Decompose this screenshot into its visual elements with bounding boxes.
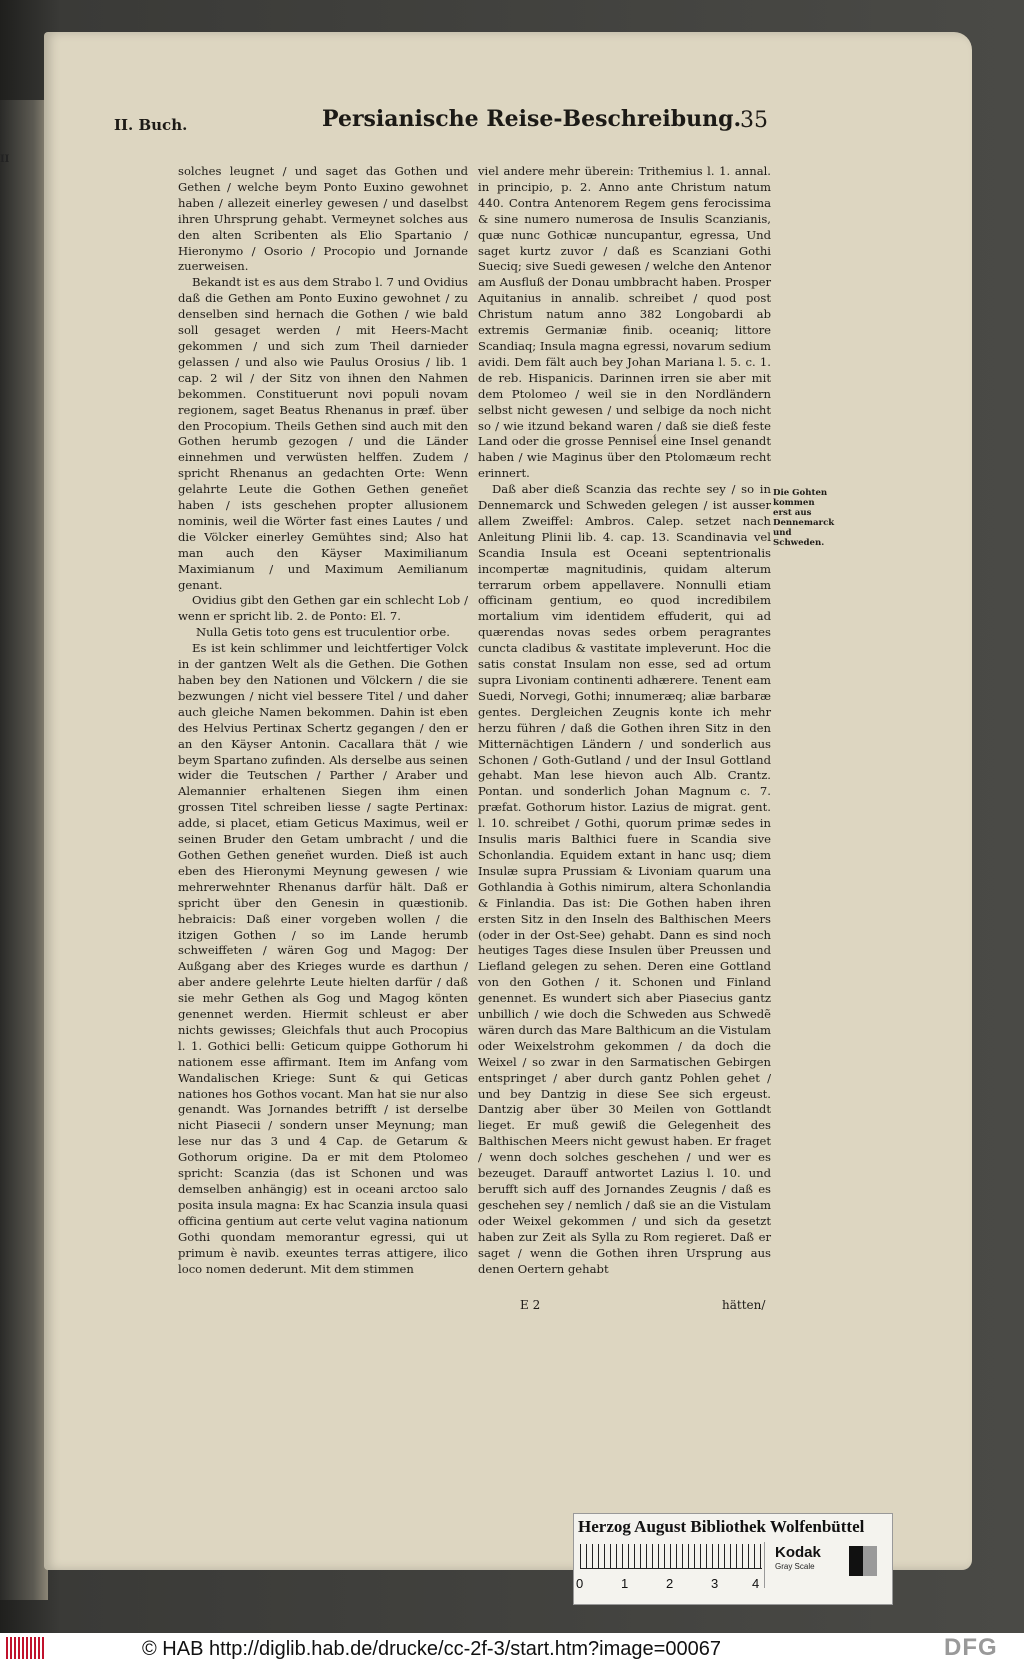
color-scale-card <box>573 1513 893 1605</box>
ruler-number: 2 <box>666 1576 674 1591</box>
grey-swatch <box>863 1546 877 1576</box>
ruler-number: 4 <box>752 1576 760 1591</box>
margin-note: Die Gohten kommen erst aus Dennemarck und Schweden. <box>773 488 835 548</box>
dfg-logo: DFG <box>944 1634 998 1661</box>
left-page-edge <box>0 100 48 1600</box>
ruler-scale <box>580 1544 762 1569</box>
kodak-brand: Kodak <box>775 1544 821 1561</box>
gray-scale-label: Gray Scale <box>775 1562 815 1571</box>
paragraph: Daß aber dieß Scanzia das rechte sey / so in Dennemarck und Schweden gelegen / ist ausser allem Zweiffel: Ambros. Calep. setzet nach Anleitung Plinii lib. 4. cap. 13. Scandinavia vel Scandia Insula est Oceani septentrionalis incompertæ magnitudinis, quidam alterum terrarum orbem appellavere. Nonnulli etiam officinam gentium, eo quod incredibilem mortalium vim identidem effuderit, qui ad quærendas novas sedes orbem peragrantes cuncta cladibus & vastitate impleverunt. Hoc die satis constat Insulam non esse, sed ad ortum supra Livoniam continenti adhærere. Tenent eam Suedi, Norvegi, Gothi; innumeræq; aliæ barbaræ gentes. Dergleichen Zeugnis konte ich mehr herzu führen / daß die Gothen ihren Sitz in den Mitternächtigen Ländern / und sonderlich aus Schonen / Goth-Gutland / und der Insul Gottland gehabt. Man lese hievon auch Alb. Crantz. Pontan. und sonderlich Johan Magnum c. 7. præfat. Gothorum histor. Lazius de migrat. gent. l. 10. schreibet / Gothi, quorum primæ sedes in Insulis maris Balthici fuere in Scandia sive Schonlandia. Equidem extant in hanc usq; diem Insulæ supra Prussiam & Livoniam quarum una Gothlandia à Gothis nimirum, altera Schonlandia & Finlandia. Das ist: Die Gothen haben ihren ersten Sitz in den Inseln des Balthischen Meers (oder in der Ost-See) gehabt. Dann es sind noch heutiges Tages diese Insulen über Preussen und Liefland gelegen zu sehen. Deren eine Gottland von den Gothen / it. Schonen und Finland genennet. Es wundert sich aber Piasecius gantz unbillich / wie doch die Schweden aus Schwedẽ wären durch das Mare Balthicum an die Vistulam oder Weixelstrohm gekommen / da doch die Weixel / so zwar in den Sarmatischen Gebirgen entspringet / aber durch gantz Pohlen gehet / und bey Dantzig in diese See sich ergeust. Dantzig aber über 30 Meilen von Gottlandt lieget. Er muß gewiß die Gelegenheit des Balthischen Meers nicht gewust haben. Er fraget / wenn doch solches geschehen / und wer es bezeuget. Darauff antwortet Lazius l. 10. und berufft sich auff des Jornandes Zeugnis / daß es geschehen sey / nemlich / daß sie an die Vistulam oder Weixel gekommen / und sich da gesetzt haben zur Zeit als Sylla zu Rom regieret. Daß er saget / wenn die Gothen ihren Ursprung aus denen Oertern gehabt <box>478 482 771 1276</box>
hab-logo-icon <box>6 1637 46 1659</box>
footer-bar <box>0 1633 1024 1663</box>
left-text-column <box>178 164 468 1277</box>
paragraph: Bekandt ist es aus dem Strabo l. 7 und Ovidius daß die Gethen am Ponto Euxino gewohnet / zu denselben sind hernach die Gothen / wie bald soll gesaget werden / mit Heers-Macht gekommen / und sich zum Theil darnieder gelassen / und also wie Paulus Orosius / lib. 1 cap. 2 wil / der Sitz von ihnen den Nahmen bekommen. Constituerunt novi populi novam regionem, saget Beatus Rhenanus in præf. über den Procopium. Theils Gethen sind auch mit den Gothen herumb gezogen / und die Länder einnehmen und verwüsten helffen. Zudem / spricht Rhenanus an gedachten Orte: Wenn gelahrte Leute die Gothen Gethen geneñet haben / ists geschehen propter allusionem nominis, weil die Wörter fast eines Lautes / und die Völcker einerley Gemühtes sind; Also hat man auch den Käyser Maximilianum Maximianum / und Maximum Aemilianum genant. <box>178 275 468 592</box>
spine-fragment: II <box>0 154 10 165</box>
right-text-column <box>478 164 771 1277</box>
footer-url[interactable]: © HAB http://diglib.hab.de/drucke/cc-2f-3/start.htm?image=00067 <box>142 1638 721 1660</box>
ruler-number: 1 <box>621 1576 629 1591</box>
paragraph: Es ist kein schlimmer und leichtfertiger Volck in der gantzen Welt als die Gethen. Die Gothen haben bey den Nationen und Völckern / die sie bezwungen / nicht viel bessere Titel / und daher auch gleiche Namen bekommen. Dahin ist eben des Helvius Pertinax Schertz gegangen / den er an den Käyser Antonin. Cacallara thät / wie beym Spartano zufinden. Als derselbe aus seinen wider die Teutschen / Parther / Araber und Alemannier erhaltenen Siegen ihm einen grossen Titel schreiben liesse / sagte Pertinax: adde, si placet, etiam Geticus Maximus, weil er seinen Bruder den Getam umbracht / und die Gothen Gethen geneñet wurden. Dieß ist auch eben des Hieronymi Meynung gewesen / wie mehrerwehnter Rhenanus darfür hält. Daß er spricht über den Genesin in quæstionib. hebraicis: Daß einer vorgeben wollen / die itzigen Gothen / so im Lande herumb schweiffeten / wären Gog und Magog: Der Außgang aber des Krieges wurde es darthun / aber andere gelehrte Leute hielten darfür / daß sie mehr Gethen als Gog und Magog könten genennet werden. Hiermit schleust er aber nichts gewisses; Gleichfals thut auch Procopius l. 1. Gothici belli: Geticum quippe Gothorum hi nationem esse affirmant. Item im Anfang vom Wandalischen Kriege: Sunt & qui Geticas nationes hos Gothos vocant. Man hat sie nur also genandt. Was Jornandes betrifft / ist derselbe nicht Piasecii / sondern unser Meynung; man lese nur das 3 und 4 Cap. de Getarum & Gothorum origine. Da er mit dem Ptolomeo spricht: Scanzia (das ist Schonen und was demselben anhängig) est in oceani arctoo salo posita insula magna: Ex hac Scanzia insula quasi officina gentium aut certe velut vagina nationum Gothi quondam memorantur egressi, qui ut primum è navib. exeuntes terras attigere, ilico loco nomen dederunt. Mit dem stimmen <box>178 641 468 1276</box>
black-swatch <box>849 1546 863 1576</box>
library-name: Herzog August Bibliothek Wolfenbüttel <box>578 1517 865 1536</box>
ruler-number: 3 <box>711 1576 719 1591</box>
verse-quote: Nulla Getis toto gens est truculentior orbe. <box>196 625 450 640</box>
book-section-label: II. Buch. <box>114 116 188 134</box>
page-title: Persianische Reise-Beschreibung. <box>322 106 742 132</box>
paragraph: solches leugnet / und saget das Gothen und Gethen / welche beym Ponto Euxino gewohnet haben / allezeit einerley gewesen / und daselbst ihren Uhrsprung gehabt. Vermeynet solches aus den alten Scribenten als Elio Spartanio / Hieronymo / Osorio / Procopio und Jornande zuerweisen. <box>178 164 468 274</box>
paragraph: viel andere mehr überein: Trithemius l. 1. annal. in principio, p. 2. Anno ante Christum natum 440. Contra Antenorem Regem gens ferocissima & sine numero numerosa de Insulis Scanzianis, quæ nunc Gothicæ nuncupantur, egressa, Und saget kurtz zuvor / daß es Scanziani Gothi Sueciq; sive Suedi gewesen / welche den Antenor am Ausfluß der Donau umbbracht haben. Prosper Aquitanius in annalib. schreibet / quod post Christum natum anno 382 Longobardi ab extremis Germaniæ finib. oceaniq; littore Scandiaq; Insula magna egressi, novarum sedium avidi. Dem fält auch bey Johan Mariana l. 5. c. 1. de reb. Hispanicis. Darinnen irren sie aber mit dem Ptolomeo / weil sie in den Nordländern selbst nicht gewesen / und selbige da noch nicht so / wie itzund bekand waren / daß sie dieß feste Land oder die grosse Penniseĺ eine Insel genandt haben / wie Maginus über den Ptolomæum recht erinnert. <box>478 164 771 481</box>
paragraph: Ovidius gibt den Gethen gar ein schlecht Lob / wenn er spricht lib. 2. de Ponto: El. 7. <box>178 593 468 624</box>
catchword: hätten/ <box>722 1298 766 1312</box>
signature-mark: E 2 <box>520 1298 541 1312</box>
ruler-number: 0 <box>576 1576 584 1591</box>
running-head <box>44 104 972 144</box>
kodak-gray-scale <box>764 1542 887 1588</box>
page-number: 35 <box>740 108 768 133</box>
